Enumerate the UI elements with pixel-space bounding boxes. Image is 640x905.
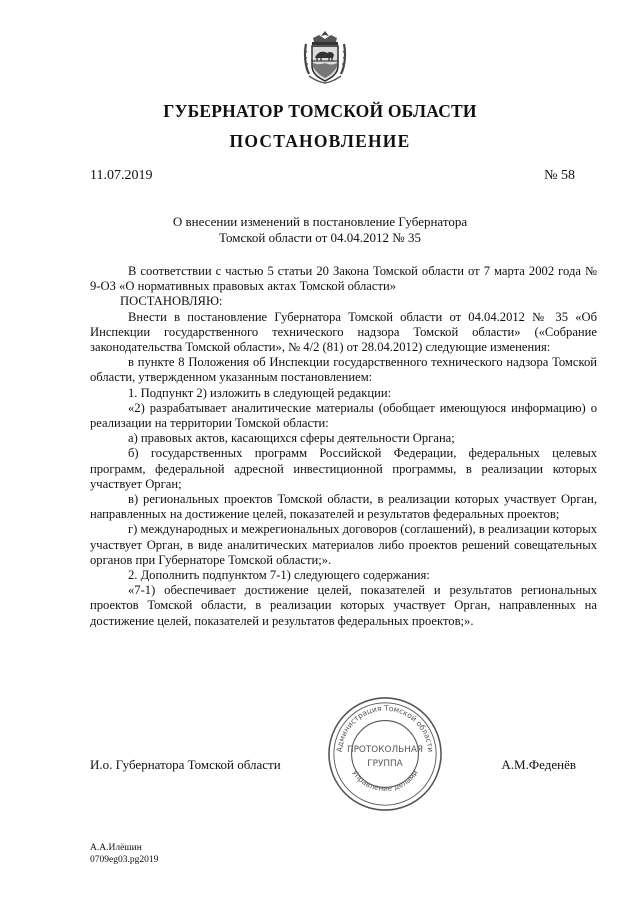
body-paragraph: 2. Дополнить подпунктом 7-1) следующего содержания: bbox=[128, 568, 430, 583]
executor-name: А.А.Илёшин bbox=[90, 843, 142, 853]
document-body bbox=[90, 264, 597, 629]
document-footer bbox=[90, 842, 158, 866]
body-paragraph: «7-1) обеспечивает достижение целей, показателей и результатов региональных проектов Томской области, в реализации которых участвует Орган, направленных на достижение целей, показателей и результатов федеральных проектов;». bbox=[90, 583, 597, 628]
body-paragraph: б) государственных программ Российской Федерации, федеральных целевых программ, федеральной адресной инвестиционной программы, в реализации которых участвует Орган; bbox=[90, 446, 597, 491]
stamp-ring-top: Администрация Томской области bbox=[334, 703, 436, 753]
stamp-line: ГРУППА bbox=[367, 758, 403, 769]
document-date: 11.07.2019 bbox=[90, 168, 153, 183]
body-paragraph: в пункте 8 Положения об Инспекции государственного технического надзора Томской области, утвержденном указанным постановлением: bbox=[90, 355, 597, 385]
issuer-title: ГУБЕРНАТОР ТОМСКОЙ ОБЛАСТИ bbox=[163, 101, 477, 121]
body-paragraph: г) международных и межрегиональных договоров (соглашений), в реализации которых участвует Орган, в виде аналитических материалов либо проектов решений совещательных органов при Губернаторе Томской области;». bbox=[90, 522, 597, 567]
stamp-line: ПРОТОКОЛЬНАЯ bbox=[346, 745, 424, 756]
subject-line: Томской области от 04.04.2012 № 35 bbox=[219, 230, 421, 245]
body-paragraph: Внести в постановление Губернатора Томской области от 04.04.2012 № 35 «Об Инспекции государственного технического надзора Томской области» («Собрание законодательства Томской области», № 4/2 (81) от 28.04.2012) следующие изменения: bbox=[90, 309, 597, 355]
protocol-group-stamp bbox=[326, 695, 444, 813]
file-code: 0709eg03.pg2019 bbox=[90, 855, 159, 865]
body-paragraph: 1. Подпункт 2) изложить в следующей редакции: bbox=[128, 385, 392, 400]
document-type: ПОСТАНОВЛЕНИЕ bbox=[229, 131, 411, 151]
subject-line: О внесении изменений в постановление Губернатора bbox=[172, 214, 468, 229]
body-paragraph: а) правовых актов, касающихся сферы деятельности Органа; bbox=[128, 431, 455, 446]
body-paragraph: ПОСТАНОВЛЯЮ: bbox=[120, 294, 223, 309]
coat-of-arms-icon bbox=[303, 30, 347, 85]
body-paragraph: «2) разрабатывает аналитические материалы (обобщает имеющуюся информацию) о реализации на территории Томской области: bbox=[90, 400, 597, 431]
document-number: № 58 bbox=[544, 168, 575, 183]
stamp-ring-bottom: Управление делами bbox=[350, 768, 420, 793]
signatory-role: И.о. Губернатора Томской области bbox=[90, 757, 281, 772]
body-paragraph: В соответствии с частью 5 статьи 20 Закона Томской области от 7 марта 2002 года № 9-ОЗ «О нормативных правовых актах Томской области» bbox=[90, 264, 597, 294]
body-paragraph: в) региональных проектов Томской области, в реализации которых участвует Орган, направленных на достижение целей, показателей и результатов федеральных проектов; bbox=[90, 492, 597, 522]
signatory-name: А.М.Феденёв bbox=[501, 757, 576, 772]
document-subject bbox=[0, 214, 640, 246]
